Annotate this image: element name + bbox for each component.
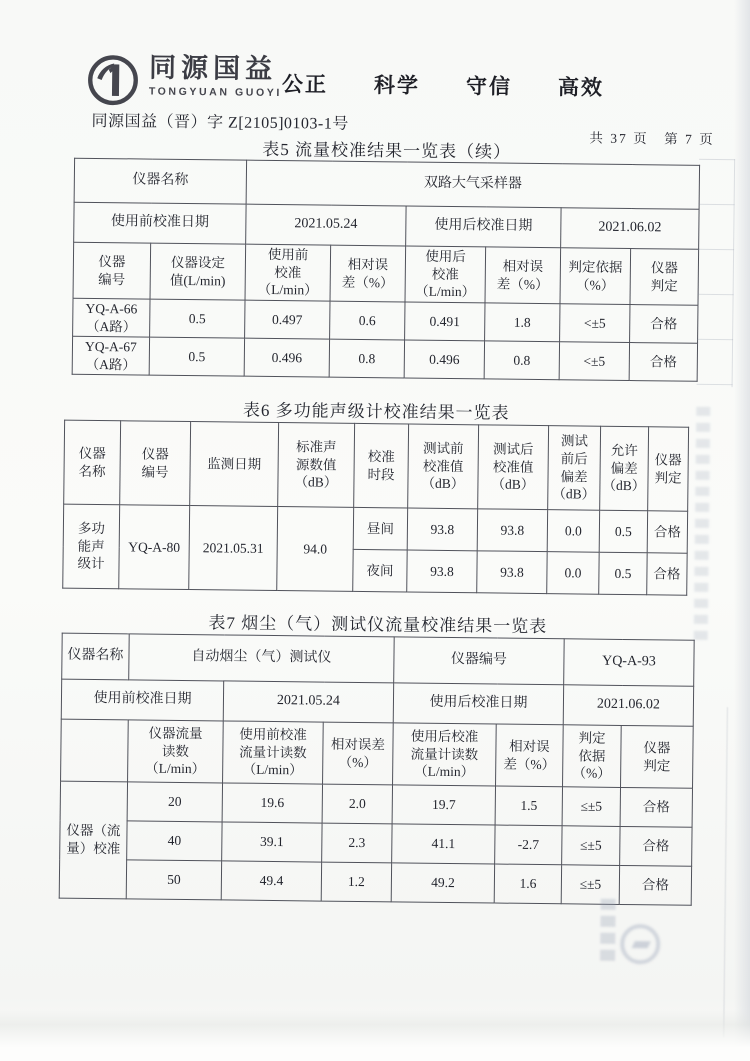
pre-date-label: 使用前校准日期 [61,679,223,721]
table-cell: 0.8 [329,339,404,378]
table-row [62,633,694,686]
table-cell: 93.8 [407,508,477,551]
company-header [85,52,283,110]
table-cell: ≤±5 [561,865,619,905]
table-cell: <±5 [559,342,629,381]
column-header: 相对误 差（%） [485,247,561,304]
table-cell: ≤±5 [562,787,620,827]
column-header: 测试后 校准值 （dB） [478,425,549,510]
bleedthrough-table-lines [697,159,736,387]
table-header-row [61,719,694,788]
monitor-date: 2021.05.31 [189,506,278,591]
table-cell: -2.7 [495,825,562,865]
instrument-code-value: YQ-A-93 [564,639,695,686]
instrument-name-label: 仪器名称 [74,158,246,204]
table-cell: 19.7 [392,785,495,825]
table7-dust-gas-flow-calibration [59,633,695,906]
instrument-name: 多功 能声 级计 [63,504,120,589]
company-logo-icon [85,52,142,109]
table-row [74,158,700,209]
table-cell: 2.0 [322,784,392,824]
column-header: 仪器 编号 [73,242,151,299]
column-header: 允许 偏差 （dB） [600,426,649,511]
paper-bottom-edge [0,1009,750,1061]
table-cell: 合格 [630,305,698,344]
table-cell: 合格 [647,511,687,553]
slogan-word: 守信 [465,75,513,99]
instrument-name-value: 双路大气采样器 [246,160,700,209]
pre-date-label: 使用前校准日期 [74,202,246,244]
brand-name-en: TONGYUAN GUOYI [148,85,282,100]
table-row [59,859,691,905]
table-cell: 20 [127,782,222,822]
column-header: 监测日期 [190,422,279,507]
bleedthrough-text-column [694,407,711,647]
column-header: 判定依据 （%） [560,248,631,305]
table-cell: 50 [126,860,221,900]
column-header: 仪器 判定 [621,725,694,788]
table-cell: 夜间 [353,549,407,592]
table-row [63,504,687,553]
table-cell: 93.8 [407,550,477,593]
table-cell: 19.6 [222,783,322,823]
table-cell: 0.6 [330,301,405,340]
table-cell: 0.5 [150,299,245,338]
instrument-name-label: 仪器名称 [62,633,130,680]
table-cell: ≤±5 [562,826,620,866]
column-header: 相对误差 （%） [323,722,394,785]
table-cell: 49.2 [391,863,494,903]
table-cell: 39.1 [222,822,322,862]
table-cell: 0.0 [547,552,599,595]
post-date-value: 2021.06.02 [561,208,700,250]
table-header-row [73,242,699,305]
post-date-value: 2021.06.02 [563,685,693,726]
table-cell: 93.8 [477,551,547,594]
table-cell: 昼间 [353,507,407,550]
table-cell: 0.5 [149,337,244,376]
column-header: 相对误 差（%） [496,724,564,787]
column-header: 使用后校准 流量计读数 （L/min） [393,723,497,786]
scan-edge-shadow [734,0,750,1061]
bleedthrough-logo-icon [620,924,660,964]
instrument-code: YQ-A-80 [119,505,190,590]
column-header: 使用前校准 流量计读数 （L/min） [223,721,324,784]
table-cell: 合格 [647,553,687,595]
table-cell: <±5 [560,304,630,343]
table5-flow-calibration [72,158,700,382]
post-date-label: 使用后校准日期 [393,683,563,725]
table-row [72,336,697,381]
table-cell: 1.8 [485,303,560,342]
table-cell: 1.2 [321,862,391,902]
table-cell: 0.0 [547,510,599,553]
table-header-row [64,420,689,511]
empty-cell [61,719,129,782]
table-cell: 0.496 [244,338,329,377]
pre-date-value: 2021.05.24 [246,204,406,246]
row-group-label: 仪器（流 量）校准 [59,781,127,899]
bleedthrough-text-column [600,899,616,965]
table-cell: 0.497 [245,300,330,339]
table-row [74,202,699,249]
post-date-label: 使用后校准日期 [406,206,561,248]
column-header: 相对误 差（%） [330,245,406,302]
table6-sound-level-calibration [62,420,689,596]
table6-title: 表6 多功能声级计校准结果一览表 [242,400,510,423]
table-cell: 合格 [619,865,691,905]
table5-title: 表5 流量校准结果一览表（续） [262,139,512,162]
column-header: 仪器设定 值(L/min) [150,243,246,300]
table-cell: 0.5 [599,510,647,553]
table-cell: 1.5 [495,786,562,826]
column-header: 仪器 名称 [64,420,121,505]
table-cell: 合格 [629,343,697,382]
instrument-name-value: 自动烟尘（气）测试仪 [129,634,395,683]
bleedthrough-line [723,707,728,1037]
table-cell: 0.5 [599,552,647,595]
column-header: 使用前 校准 （L/min） [245,244,331,301]
brand-name-cn: 同源国益 [148,52,278,85]
column-header: 测试前 校准值 （dB） [408,424,479,509]
table-cell: 41.1 [392,824,495,864]
pre-date-value: 2021.05.24 [223,681,393,723]
column-header: 判定 依据 （%） [563,725,622,788]
table-cell: YQ-A-66 （A路） [73,298,150,337]
table7-title: 表7 烟尘（气）测试仪流量校准结果一览表 [208,613,548,637]
column-header: 标准声 源数值 （dB） [278,423,355,508]
standard-source-value: 94.0 [277,507,354,592]
column-header: 仪器 编号 [120,421,191,506]
table-cell: 2.3 [322,823,392,863]
column-header: 使用后 校准 （L/min） [405,246,486,303]
column-header: 仪器 判定 [648,427,689,511]
column-header: 校准 时段 [354,423,409,508]
table-cell: 0.8 [484,341,559,380]
table-cell: YQ-A-67 （A路） [72,336,149,375]
instrument-code-label: 仪器编号 [394,637,565,685]
table-cell: 93.8 [477,509,547,552]
brand-text [148,52,283,100]
company-slogan [282,68,604,102]
page-indicator: 共 37 页 第 7 页 [589,130,715,147]
column-header: 仪器 判定 [630,249,699,306]
slogan-word: 公正 [281,73,329,97]
table-cell: 合格 [620,826,692,866]
document-number: 同源国益（晋）字 Z[2105]0103-1号 [91,112,349,133]
table-cell: 40 [127,821,222,861]
slogan-word: 高效 [557,76,605,100]
column-header: 仪器流量 读数 （L/min） [128,720,224,783]
table-cell: 合格 [620,787,692,827]
slogan-word: 科学 [373,74,421,98]
table-cell: 0.496 [404,340,484,379]
table-cell: 0.491 [405,302,485,341]
table-cell: 1.6 [494,864,561,904]
table-cell: 49.4 [221,861,321,901]
column-header: 测试 前后 偏差 （dB） [548,426,601,511]
